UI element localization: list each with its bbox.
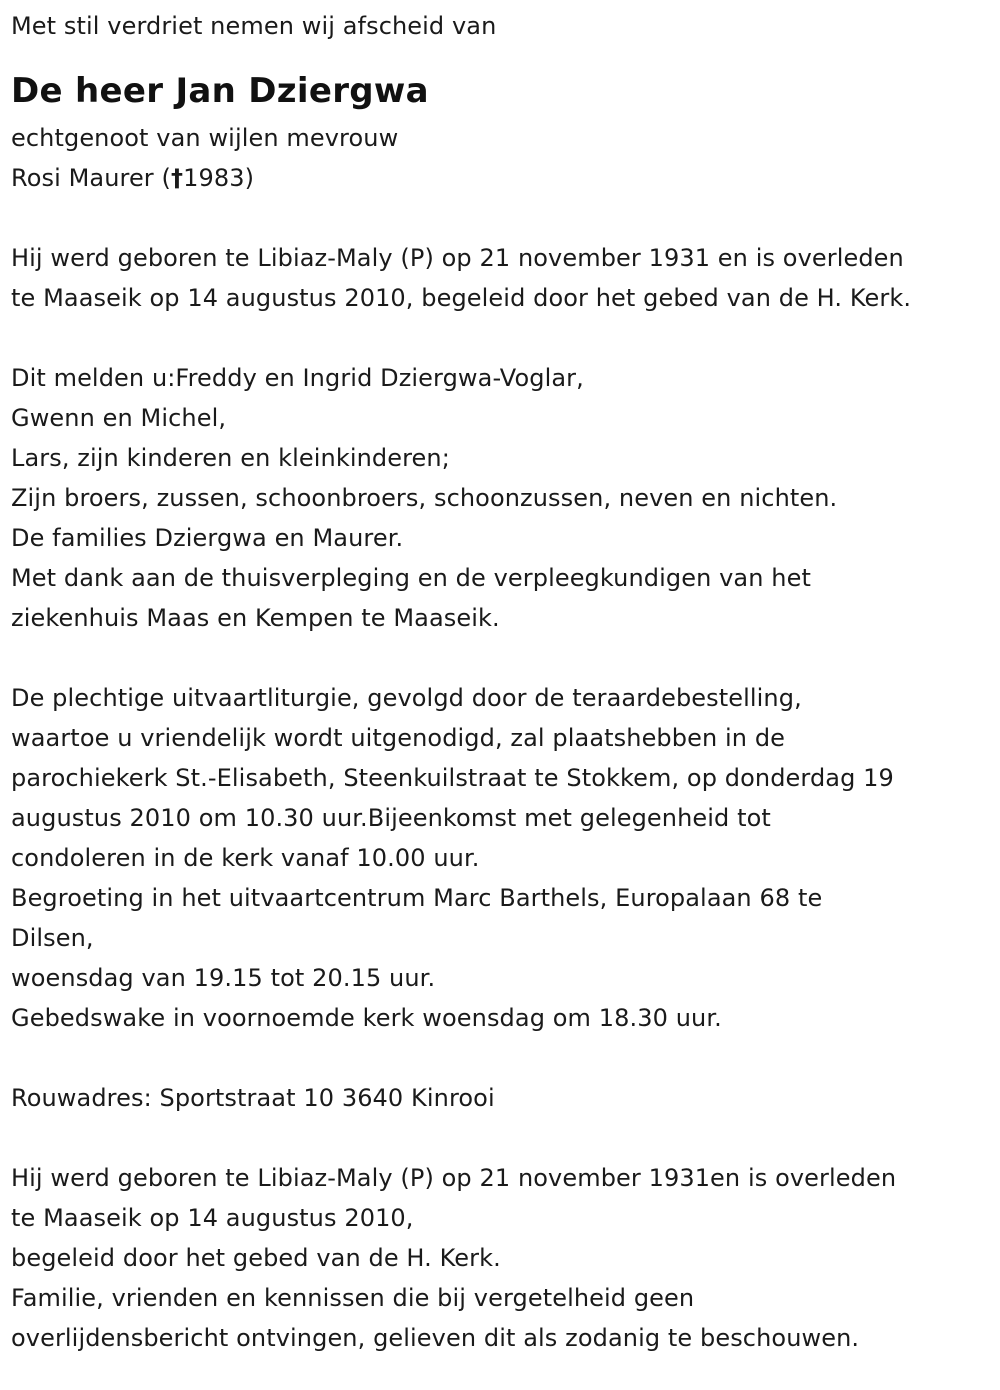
family-section <box>11 358 1000 638</box>
family-line: ziekenhuis Maas en Kempen te Maaseik. <box>11 604 500 632</box>
ceremony-line: Gebedswake in voornoemde kerk woensdag om 18.30 uur. <box>11 1004 722 1032</box>
family-line: De families Dziergwa en Maurer. <box>11 524 404 552</box>
spacer <box>11 198 1000 238</box>
ceremony-line: augustus 2010 om 10.30 uur.Bijeenkomst met gelegenheid tot <box>11 804 771 832</box>
ceremony-section <box>11 678 1000 1038</box>
ceremony-line: woensdag van 19.15 tot 20.15 uur. <box>11 964 436 992</box>
family-line: Zijn broers, zussen, schoonbroers, schoonzussen, neven en nichten. <box>11 484 838 512</box>
ceremony-line: Dilsen, <box>11 924 94 952</box>
closing-line: begeleid door het gebed van de H. Kerk. <box>11 1244 501 1272</box>
family-line: Lars, zijn kinderen en kleinkinderen; <box>11 444 450 472</box>
closing-line: Hij werd geboren te Libiaz-Maly (P) op 21 november 1931en is overleden <box>11 1164 897 1192</box>
spouse-line: echtgenoot van wijlen mevrouw <box>11 124 399 152</box>
closing-line: overlijdensbericht ontvingen, gelieven dit als zodanig te beschouwen. <box>11 1324 860 1352</box>
family-line: Dit melden u:Freddy en Ingrid Dziergwa-Voglar, <box>11 364 584 392</box>
spouse-name: Rosi Maurer ( <box>11 164 171 192</box>
closing-line: Familie, vrienden en kennissen die bij vergetelheid geen <box>11 1284 695 1312</box>
spacer <box>11 1118 1000 1158</box>
spacer <box>11 638 1000 678</box>
ceremony-line: Begroeting in het uitvaartcentrum Marc Barthels, Europalaan 68 te <box>11 884 823 912</box>
mourning-address: Rouwadres: Sportstraat 10 3640 Kinrooi <box>11 1084 495 1112</box>
deceased-name: De heer Jan Dziergwa <box>11 71 429 111</box>
ceremony-line: condoleren in de kerk vanaf 10.00 uur. <box>11 844 480 872</box>
spacer <box>11 318 1000 358</box>
intro-text: Met stil verdriet nemen wij afscheid van <box>11 12 497 40</box>
ceremony-line: waartoe u vriendelijk wordt uitgenodigd, zal plaatshebben in de <box>11 724 786 752</box>
spacer <box>11 1038 1000 1078</box>
ceremony-line: parochiekerk St.-Elisabeth, Steenkuilstraat te Stokkem, op donderdag 19 <box>11 764 894 792</box>
closing-section <box>11 1158 1000 1358</box>
family-line: Met dank aan de thuisverpleging en de verpleegkundigen van het <box>11 564 811 592</box>
birth-text: Hij werd geboren te Libiaz-Maly (P) op 21 november 1931 en is overleden <box>11 244 904 272</box>
cross-icon: † <box>170 164 184 192</box>
ceremony-line: De plechtige uitvaartliturgie, gevolgd door de teraardebestelling, <box>11 684 802 712</box>
family-line: Gwenn en Michel, <box>11 404 227 432</box>
closing-line: te Maaseik op 14 augustus 2010, <box>11 1204 414 1232</box>
spouse-year: 1983) <box>183 164 255 192</box>
spouse-name-line <box>11 158 1000 198</box>
birth-text: te Maaseik op 14 augustus 2010, begeleid door het gebed van de H. Kerk. <box>11 284 912 312</box>
